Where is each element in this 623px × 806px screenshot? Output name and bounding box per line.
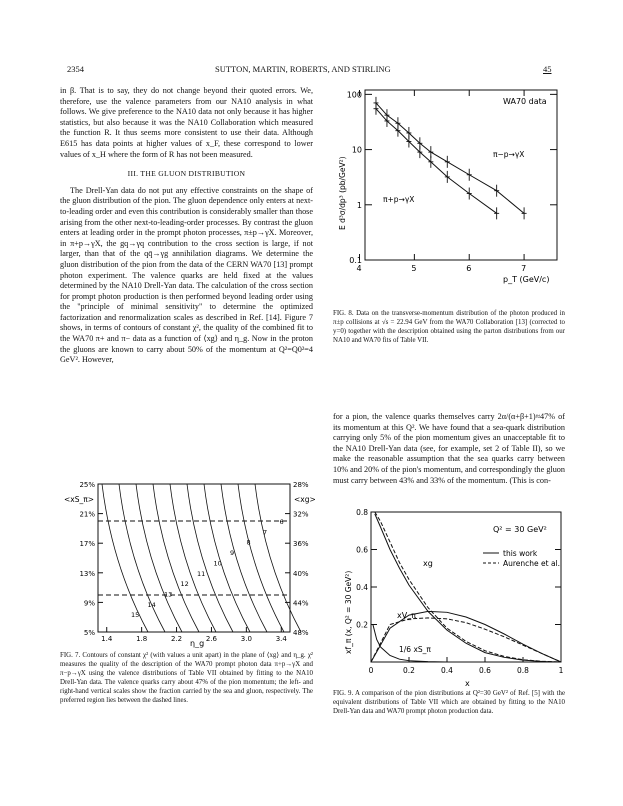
contour-line <box>187 484 233 632</box>
chart-title: Q² = 30 GeV² <box>493 525 547 534</box>
right-axis-label: <xg> <box>294 495 316 504</box>
curve-label-xg: xg <box>423 559 433 568</box>
paragraph: in β. That is to say, they do not change beyond their quoted errors. We, therefore, use the valence parameters from our NA10 analysis in what follows. We give preference to the NA10 data not only because it has higher statistics, but also because it was the NA10 Collaboration which measured the function R. It thus seems more consistent to use their data. Although E615 has data points at higher values of x_F, these correspond to lower values of x_H where the form of R has not been measured. <box>60 86 313 159</box>
page-number: 2354 <box>67 64 84 74</box>
left-column <box>60 86 313 366</box>
x-tick-label: 0.6 <box>479 666 491 675</box>
contour-label: 14 <box>147 600 156 609</box>
contour-label: 11 <box>197 569 206 578</box>
axis-ticks <box>347 90 557 273</box>
y-tick-label-left: 9% <box>83 599 95 608</box>
plot-frame <box>371 512 561 662</box>
contour-line <box>119 484 165 632</box>
series-line <box>375 514 561 662</box>
y-tick-label: 0.4 <box>356 583 368 592</box>
y-tick-label-left: 25% <box>79 481 95 489</box>
contour-line <box>153 484 199 632</box>
volume-number: 45 <box>543 64 552 74</box>
x-tick-label: 3.4 <box>275 635 287 643</box>
series-label-pi-plus: π+p→γX <box>383 195 415 204</box>
figure-8 <box>333 80 573 296</box>
x-tick-label: 0.8 <box>517 666 529 675</box>
y-tick-label-right: 40% <box>293 569 309 578</box>
contour-label: 13 <box>164 590 173 599</box>
y-tick-label-right: 36% <box>293 540 309 549</box>
plot-frame <box>98 484 290 632</box>
figure-7 <box>60 480 322 648</box>
y-tick-label: 0.6 <box>356 545 368 555</box>
y-tick-label: 100 <box>346 90 362 100</box>
x-axis-label: p_T (GeV/c) <box>503 275 550 284</box>
series-line <box>371 618 561 662</box>
y-tick-label: 0.2 <box>356 620 368 630</box>
contour-line <box>238 484 284 632</box>
legend-aurenche: Aurenche et al. <box>503 559 561 568</box>
x-tick-label: 4 <box>356 264 362 273</box>
series-line <box>373 625 447 663</box>
data-series <box>371 512 561 662</box>
y-axis-label: E d³σ/dp³ (pb/GeV²) <box>338 156 347 230</box>
y-tick-label-left: 5% <box>83 629 95 637</box>
paragraph: for a pion, the valence quarks themselves carry 2α/(α+β+1)≈47% of its momentum at this Q². We have found that a sea-quark distribution carrying only 5% of the pion momentum gives an unacceptable fit to the NA10 Drell-Yan data (see, for example, set 2 of Table II), so we make the reasonable assumption that the sea quarks carry between 10% and 20% of the pion's momentum, and correspondingly the gluon must carry between 43% and 33% of the momentum. (This is con- <box>333 412 565 485</box>
y-tick-label-left: 21% <box>79 510 95 519</box>
figure-7-caption: FIG. 7. Contours of constant χ² (with values a unit apart) in the plane of ⟨xg⟩ and η_g. χ² measures the quality of the description of the WA70 prompt photon data π+p→γX and π−p→γX using the valence distributions of Table VII obtained by fitting to the NA10 Drell-Yan data. The valence quarks carry about 47% of the pion momentum; the left- and right-hand vertical scales show the fraction carried by the sea and gluon, respectively. The preferred region lies between the dashed lines. <box>60 652 313 704</box>
curve-label-xs: 1/6 xS_π <box>399 645 431 654</box>
figure-9-caption: FIG. 9. A comparison of the pion distributions at Q²=30 GeV² of Ref. [5] with the equivalent distributions of Table VII which are obtained by fitting to the NA10 Drell-Yan data and WA70 prompt photon production data. <box>333 690 565 715</box>
x-tick-label: 1 <box>558 666 564 675</box>
x-tick-label: 7 <box>521 264 527 273</box>
section-title: III. THE GLUON DISTRIBUTION <box>127 169 246 179</box>
curve-label-xv: xV_π <box>397 611 417 620</box>
y-tick-label-right: 28% <box>293 481 309 489</box>
y-tick-label-left: 17% <box>79 540 95 549</box>
x-tick-label: 1.8 <box>136 635 148 643</box>
running-title: SUTTON, MARTIN, ROBERTS, AND STIRLING <box>215 64 391 74</box>
x-tick-label: 6 <box>466 264 472 273</box>
x-tick-label: 2.2 <box>170 635 183 643</box>
chart-title: WA70 data <box>503 97 547 106</box>
figure-8-caption: FIG. 8. Data on the transverse-momentum distribution of the photon produced in π±p collisions at √s = 22.94 GeV from the WA70 Collaboration [13] (corrected to y=0) together with the description obtained using the parton distributions from our NA10 and WA70 fits of Table VII. <box>333 310 565 344</box>
x-tick-label: 3.0 <box>240 635 252 643</box>
y-tick-label-left: 13% <box>79 569 95 578</box>
x-tick-label: 2.6 <box>205 635 218 643</box>
y-tick-label-right: 32% <box>293 510 309 519</box>
contour-line <box>255 484 301 632</box>
y-tick-label: 0.8 <box>356 508 368 517</box>
x-tick-label: 0.4 <box>441 666 453 675</box>
contour-label: 8 <box>246 538 251 547</box>
x-tick-label: 0 <box>368 666 374 675</box>
x-tick-label: 1.4 <box>101 635 113 643</box>
series-line <box>375 512 561 662</box>
contour-line <box>170 484 216 632</box>
contour-label: 10 <box>213 559 222 568</box>
series-label-pi-minus: π−p→γX <box>493 150 525 159</box>
x-axis-label: η_g <box>190 639 205 648</box>
contour-label: 9 <box>230 549 235 558</box>
contour-line <box>102 484 148 632</box>
paragraph: The Drell-Yan data do not put any effective constraints on the shape of the gluon distribution of the pion. The gluon dependence only enters at next-to-leading order and even this contribution is considerably smaller than those arising from the other next-to-leading-order processes. By contrast the gluon enters at leading order in the prompt photon processes, π±p→γX. Moreover, in π+p→γX, the gq→γq contribution to the cross section is large, if not larger, than that of the qq̄→γg annihilation diagrams. We determine the gluon distribution of the pion from the data of the CERN WA70 [13] prompt photon experiment. The valence quarks are held fixed at the values determined by the NA10 Drell-Yan data. The calculation of the cross section for prompt photon production is then performed beyond leading order using the "principle of minimal sensitivity" to determine the optimized factorization and renormalization scales as described in Ref. [14]. Figure 7 shows, in terms of contours of constant χ², the quality of the combined fit to the WA70 π+ and π− data as a function of ⟨xg⟩ and η_g. Now in the proton the gluons are known to carry about 50% of the momentum at Q²=Q0²=4 GeV². However, <box>60 185 313 365</box>
contour-label: 6 <box>279 517 284 526</box>
y-tick-label: 10 <box>351 145 362 155</box>
left-axis-label: <xS_π> <box>64 495 95 504</box>
x-tick-label: 5 <box>411 264 417 273</box>
plot-frame <box>365 90 557 260</box>
contour-line <box>204 484 250 632</box>
contour-label: 15 <box>131 611 140 620</box>
contour-line <box>221 484 267 632</box>
y-axis-label: xf_π (x, Q² = 30 GeV²) <box>344 570 353 654</box>
chi2-contours <box>98 484 301 632</box>
y-tick-label: 1 <box>356 200 362 210</box>
y-tick-label-right: 48% <box>293 629 309 637</box>
x-tick-label: 0.2 <box>403 666 415 675</box>
right-column <box>333 412 565 486</box>
y-tick-label: 0.1 <box>349 256 362 265</box>
contour-line <box>136 484 182 632</box>
legend-this-work: this work <box>503 549 538 558</box>
x-axis-label: x <box>465 679 470 688</box>
y-tick-label-right: 44% <box>293 599 309 608</box>
axis-ticks <box>79 481 308 643</box>
contour-label: 7 <box>263 528 268 537</box>
contour-label: 12 <box>180 580 189 589</box>
figure-9 <box>333 506 573 688</box>
